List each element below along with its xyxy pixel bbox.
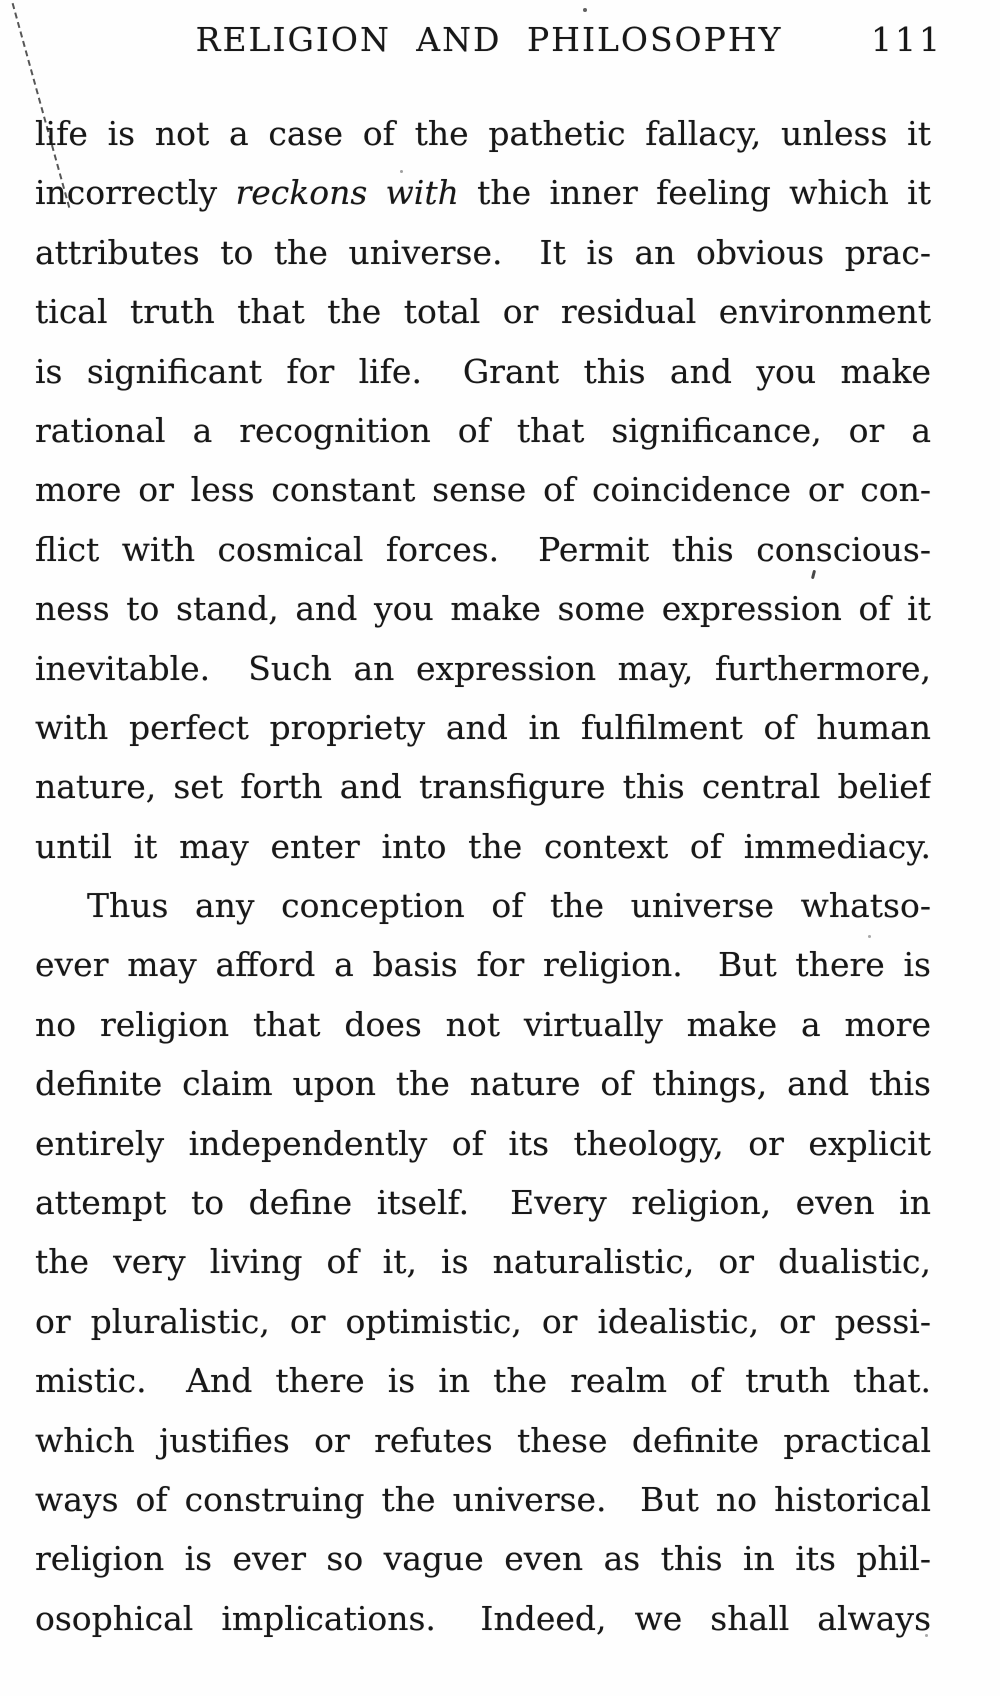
text-line [35,1351,931,1410]
text-line [35,639,931,698]
scan-artifact-speck [583,8,587,12]
text-segment: the inner feeling which it [458,173,931,213]
text-segment: definite claim upon the nature of things, and this [35,1064,931,1104]
text-segment: or pluralistic, or optimistic, or idealistic, or pessi- [35,1301,931,1341]
text-segment: attempt to define itself. Every religion, even in [35,1183,931,1223]
text-line [35,757,931,816]
text-line [35,935,931,994]
text-line [35,163,931,222]
text-segment: until it may enter into the context of immediacy. [35,826,931,866]
text-line [35,282,931,341]
text-line [35,876,931,935]
text-line [35,104,931,163]
text-segment: ways of construing the universe. But no historical [35,1479,931,1519]
text-line [35,1589,931,1648]
text-segment: tical truth that the total or residual environment [35,292,931,332]
text-line [35,223,931,282]
text-segment: mistic. And there is in the realm of truth that. [35,1361,931,1401]
text-segment: attributes to the universe. It is an obvious prac- [35,232,931,272]
chapter-title: RELIGION AND PHILOSOPHY [195,20,783,59]
text-segment: life is not a case of the pathetic fallacy, unless it [35,114,931,153]
text-line [35,579,931,638]
text-segment: religion is ever so vague even as this in its phil- [35,1539,931,1579]
text-line [35,401,931,460]
text-segment: the very living of it, is naturalistic, or dualistic, [35,1242,931,1282]
text-segment: Thus any conception of the universe whatso- [87,886,931,926]
text-segment: rational a recognition of that significance, or a [35,410,931,450]
text-segment: incorrectly [35,173,236,213]
text-segment: flict with cosmical forces. Permit this conscious- [35,529,931,569]
text-segment: osophical implications. Indeed, we shall always [35,1598,931,1638]
text-line [35,1411,931,1470]
text-line [35,1173,931,1232]
page-number: 111 [871,20,943,59]
text-segment: nature, set forth and transfigure this central belief [35,767,931,807]
text-line [35,1114,931,1173]
text-line [35,698,931,757]
text-line [35,1470,931,1529]
text-segment: entirely independently of its theology, or explicit [35,1123,931,1163]
text-line [35,995,931,1054]
italic-text-segment: reckons with [235,173,459,213]
text-segment: ness to stand, and you make some expression of it [35,589,931,629]
text-line [35,1292,931,1351]
text-segment: no religion that does not virtually make a more [35,1004,931,1044]
text-line [35,1232,931,1291]
text-line [35,1529,931,1588]
text-line [35,817,931,876]
text-line [35,1054,931,1113]
text-line [35,520,931,579]
text-line [35,342,931,401]
running-header [35,20,943,64]
text-segment: more or less constant sense of coincidence or con- [35,470,931,510]
text-segment: ever may afford a basis for religion. But there is [35,945,931,985]
text-segment: with perfect propriety and in fulfilment of human [35,707,931,747]
text-block [35,104,931,1648]
text-line [35,460,931,519]
text-segment: is significant for life. Grant this and you make [35,351,931,391]
text-segment: inevitable. Such an expression may, furthermore, [35,648,931,688]
text-segment: which justifies or refutes these definite practical [35,1420,931,1460]
